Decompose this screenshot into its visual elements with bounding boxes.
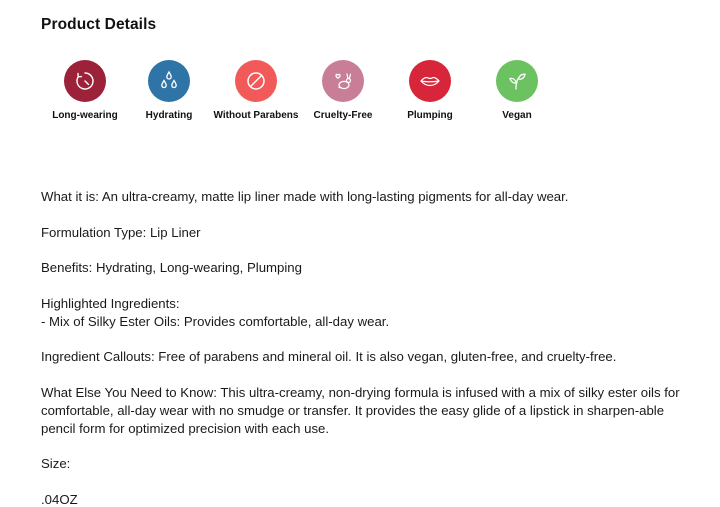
badge-without-parabens (212, 60, 300, 170)
what-it-is-text: What it is: An ultra-creamy, matte lip liner made with long-lasting pigments for all-day wear. (41, 189, 569, 204)
sprout-icon (496, 60, 538, 102)
badge-label: Without Parabens (213, 110, 299, 121)
lips-icon (409, 60, 451, 102)
badge-long-wearing (41, 60, 129, 170)
what-else-text: What Else You Need to Know: This ultra-creamy, non-drying formula is infused with a mix of silky ester oils for comfortable, all-day wear with no smudge or transfer. It provides the easy glide of a lipstick in sharpen-able pencil form for optimized precision with each use. (41, 384, 680, 436)
size-label: Size: (41, 456, 71, 471)
timer-icon (64, 60, 106, 102)
bunny-icon (322, 60, 364, 102)
badge-label: Plumping (407, 110, 453, 121)
badge-label: Cruelty-Free (313, 110, 373, 121)
droplets-icon (148, 60, 190, 102)
badge-hydrating (125, 60, 213, 170)
badge-label: Long-wearing (52, 110, 118, 121)
highlighted-ingredients (41, 295, 681, 331)
ingredient-callouts-text: Ingredient Callouts: Free of parabens and mineral oil. It is also vegan, gluten-free, and cruelty-free. (41, 349, 617, 364)
formulation-type-text: Formulation Type: Lip Liner (41, 224, 201, 240)
ingredients-heading: Highlighted Ingredients: (41, 295, 180, 311)
badge-label: Hydrating (145, 110, 193, 121)
product-description (41, 188, 681, 507)
badge-cruelty-free (299, 60, 387, 170)
product-details-title: Product Details (41, 16, 157, 33)
feature-badges (41, 60, 601, 170)
benefits-text: Benefits: Hydrating, Long-wearing, Plumping (41, 260, 302, 275)
ingredients-item: - Mix of Silky Ester Oils: Provides comfortable, all-day wear. (41, 313, 390, 329)
size-value: .04OZ (41, 491, 78, 507)
prohibited-icon (235, 60, 277, 102)
badge-plumping (386, 60, 474, 170)
badge-label: Vegan (502, 110, 532, 121)
badge-vegan (473, 60, 561, 170)
